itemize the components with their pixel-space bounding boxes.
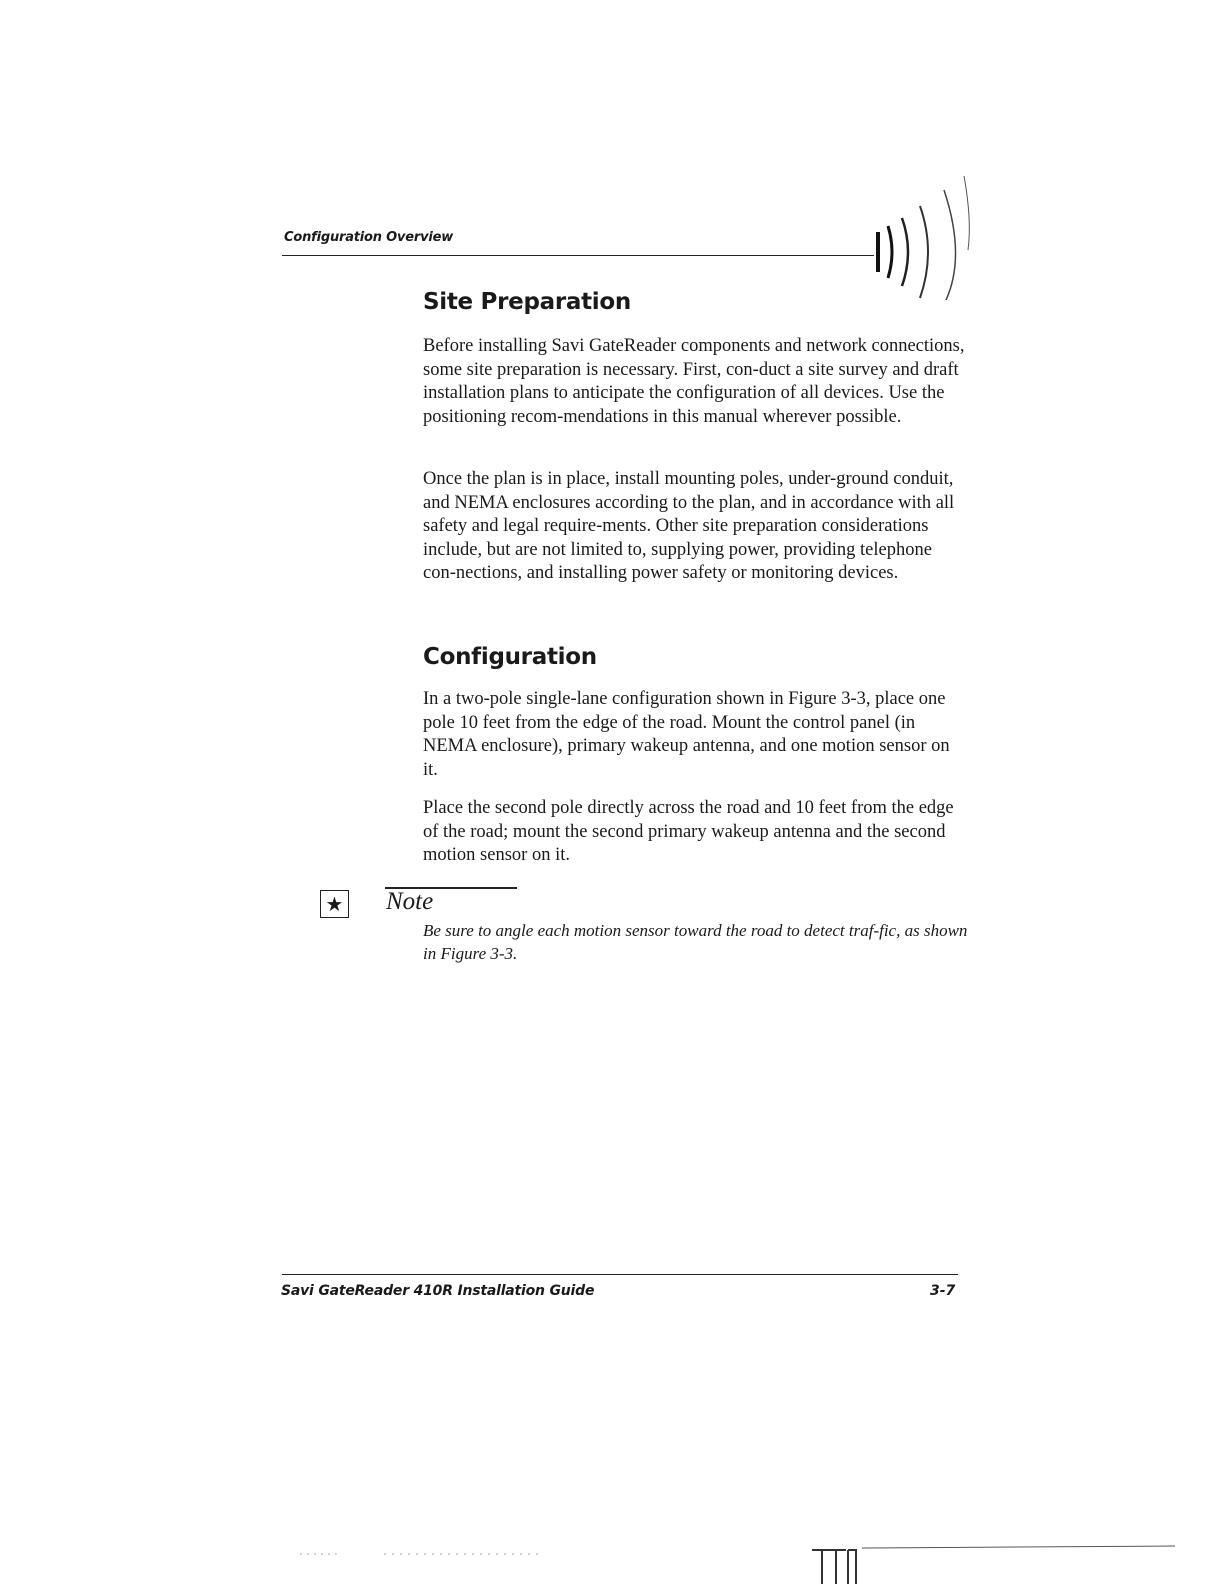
running-header: Configuration Overview: [284, 230, 454, 245]
paragraph: Before installing Savi GateReader components and network connections, some site preparation is necessary. First, con-duct a site survey and draft installation plans to anticipate the configuration of all devices. Use the positioning recom-mendations in this manual wherever possible.: [423, 336, 965, 427]
footer-rule: [282, 1274, 958, 1275]
scan-noise: [0, 1536, 1224, 1584]
asterisk-icon: ★: [325, 892, 344, 916]
footer-book-title: Savi GateReader 410R Installation Guide: [281, 1283, 595, 1299]
note-label: Note: [386, 888, 434, 915]
section-title-configuration: Configuration: [423, 644, 597, 670]
footer-page-number: 3-7: [930, 1283, 956, 1299]
paragraph: Place the second pole directly across the road and 10 feet from the edge of the road; mount the second primary wakeup antenna and the second motion sensor on it.: [423, 798, 954, 865]
paragraph: In a two-pole single-lane configuration shown in Figure 3-3, place one pole 10 feet from the edge of the road. Mount the control panel (in NEMA enclosure), primary wakeup antenna, and one motion sensor on it.: [423, 689, 950, 780]
note-text: Be sure to angle each motion sensor toward the road to detect traf-fic, as shown in Figure 3-3.: [423, 921, 968, 963]
signal-waves-icon: [872, 160, 982, 300]
note-box: [320, 890, 349, 918]
section-title-site-preparation: Site Preparation: [423, 289, 631, 315]
header-rule: [282, 255, 874, 256]
paragraph: Once the plan is in place, install mounting poles, under-ground conduit, and NEMA enclosures according to the plan, and in accordance with all safety and legal require-ments. Other site preparation considerations include, but are not limited to, supplying power, providing telephone con-nections, and installing power safety or monitoring devices.: [423, 469, 955, 583]
